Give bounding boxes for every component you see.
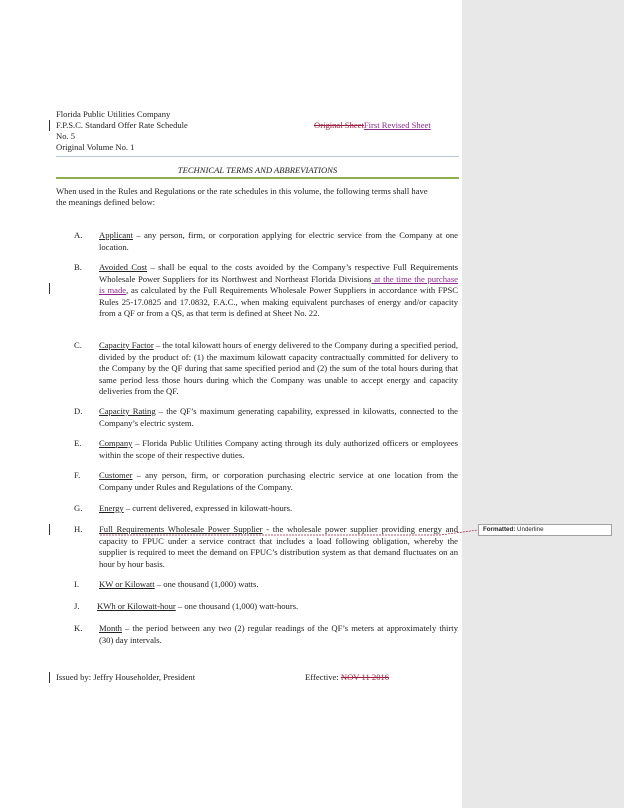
header-schedule: F.P.S.C. Standard Offer Rate Schedule [56,120,188,130]
item-letter: B. [74,262,82,272]
header-company: Florida Public Utilities Company [56,109,171,119]
effective-label: Effective: [305,672,341,682]
comment-label: Formatted: [483,526,516,533]
item-text: – one thousand (1,000) watts. [154,579,259,589]
item-letter: H. [74,524,83,534]
sheet-inserted: First Revised Sheet [363,120,431,130]
item-term: KWh or Kilowatt-hour [97,601,176,611]
item-letter: G. [74,503,83,513]
item-term: Month [99,623,122,633]
item-term: Energy [99,503,124,513]
item-letter: K. [74,623,83,633]
item-text: – any person, firm, or corporation applying for electric service from the Company at one location. [99,230,458,252]
item-letter: D. [74,406,83,416]
item-text: – current delivered, expressed in kilowatt-hours. [123,503,293,513]
item-text: – Florida Public Utilities Company acting through its duly authorized officers or employees within the scope of their respective duties. [99,438,458,460]
item-text: – the period between any two (2) regular readings of the QF’s meters at approximately thirty (30) day intervals. [99,623,458,645]
effective-deleted-date: NOV 11 2016 [340,672,390,682]
header-number: No. 5 [56,131,76,141]
item-term: KW or Kilowatt [99,579,155,589]
item-letter: F. [74,470,81,480]
sheet-deleted: Original Sheet [314,120,364,130]
item-term: Customer [99,470,133,480]
intro-paragraph: When used in the Rules and Regulations or the rate schedules in this volume, the following terms shall have the meanings defined below: [56,186,428,207]
header-volume: Original Volume No. 1 [56,142,135,152]
item-letter: E. [74,438,82,448]
item-term: Applicant [99,230,133,240]
item-term: Company [99,438,133,448]
item-text: – any person, firm, or corporation purchasing electric service at one location from the Company under Rules and Regulations of the Company. [99,470,458,492]
item-text: – the total kilowatt hours of energy delivered to the Company during a specified period, divided by the product of: (1) the maximum kilowatt capacity contractually committed for delivery to the Company by the QF during that same specified period and (2) the sum of the total hours during that same period less those hours during which the Company was unable to accept energy and capacity deliveries from the QF. [99,340,458,396]
item-text: – the QF’s maximum generating capability, expressed in kilowatts, connected to the Company’s electric system. [99,406,458,428]
item-text: - the wholesale power supplier providing energy and capacity to FPUC under a service contract that includes a load following obligation, whereby the supplier is required to meet the demand on FPUC’s distribution system as that demand fluctuates on an hour by hour basis. [99,524,459,569]
formatting-comment-balloon[interactable] [478,524,612,536]
item-term: Capacity Rating [99,406,156,416]
item-text: – one thousand (1,000) watt-hours. [175,601,299,611]
item-letter: I. [74,579,80,589]
item-letter: A. [74,230,83,240]
comment-value: Underline [515,526,544,533]
item-term: Capacity Factor [99,340,154,350]
item-letter: J. [74,601,80,611]
item-text-post: , as calculated by the Full Requirements Wholesale Power Suppliers in accordance with FPSC Rules 25-17.0825 and 17.0832, F.A.C., when making equivalent purchases of energy and/or capacity from a QF or from a QS, as that term is defined at Sheet No. 22. [99,285,458,318]
footer-issued: Issued by: Jeffry Householder, President [56,672,196,682]
item-term: Avoided Cost [99,262,148,272]
item-inserted-text: at the time the purchase is made [99,273,458,295]
item-term: Full Requirements Wholesale Power Supplier [99,524,263,534]
item-text-pre: – shall be equal to the costs avoided by the Company’s respective Full Requirements Wholesale Power Suppliers for its Northwest and Northeast Florida Divisions [99,262,458,284]
section-title: TECHNICAL TERMS AND ABBREVIATIONS [177,165,338,175]
item-letter: C. [74,340,82,350]
